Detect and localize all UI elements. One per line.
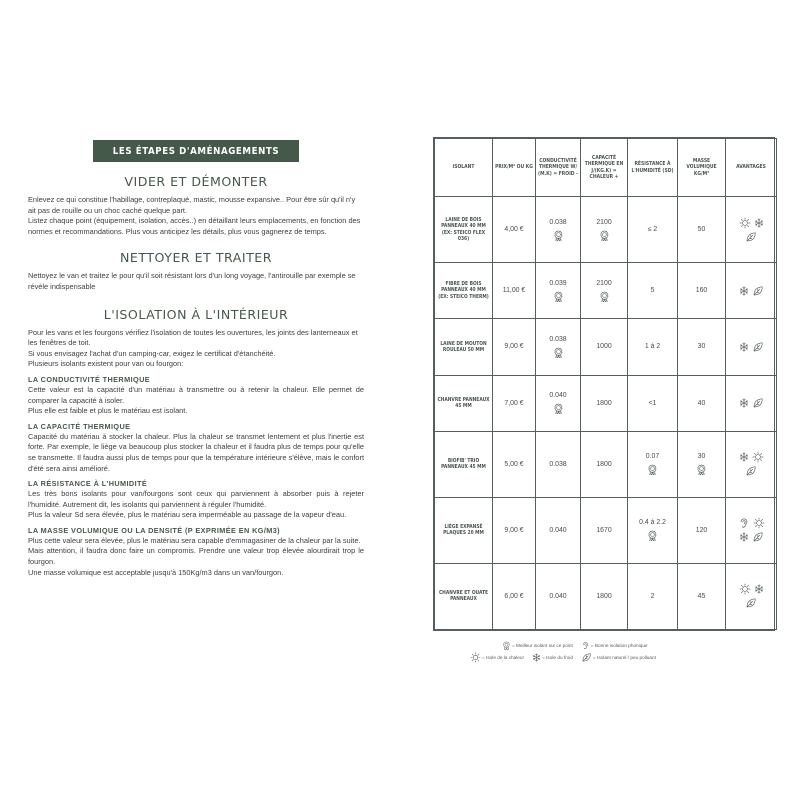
leaf-icon [581,652,592,663]
leaf-icon [752,285,764,297]
cell-avantages [726,563,777,629]
cell-avantages [726,263,777,319]
cell-name: BIOFIB' TRIO PANNEAUX 45 MM [435,431,493,497]
advantages-icons [736,397,766,409]
cell-cond: 0.038 [536,431,581,497]
legend-best [502,641,573,650]
medal-icon [502,641,511,650]
heading-isolation: L'ISOLATION À L'INTÉRIEUR [103,306,289,322]
snowflake-icon [739,452,749,462]
heading-vider: VIDER ET DÉMONTER [124,174,268,189]
table-body [435,197,777,630]
cell-cap: 1670 [581,497,628,563]
leaf-icon [745,597,757,609]
table-row [435,431,777,497]
leaf-icon [745,231,757,243]
cell-value-cap: 2100 [596,218,612,226]
cell-prix: 9,00 € [493,319,536,375]
table-row [435,319,777,375]
table-header-row [435,139,777,197]
cell-res: 1 à 2 [628,319,678,375]
legend-natural [581,652,656,663]
subheading-masse: LA MASSE VOLUMIQUE OU LA DENSITÉ (P EXPRIMÉE EN KG/M3) [28,525,281,535]
medal-icon [647,464,658,475]
snowflake-icon [739,342,749,352]
cell-cond: 0.040 [536,497,581,563]
cell-cap: 1800 [581,375,628,431]
cell-res: 5 [628,263,678,319]
cell-res [628,497,678,563]
cell-cond [536,375,581,431]
cell-value-masse: 30 [697,453,706,461]
snowflake-icon [739,286,749,296]
cell-avantages [726,197,777,263]
cell-prix: 11,00 € [493,263,536,319]
leaf-icon [752,341,764,353]
cell-value-res: 0.4 à 2.2 [639,519,666,527]
left-column [28,140,364,578]
cell-avantages [726,431,777,497]
legend-cold [532,653,573,662]
table-row [435,375,777,431]
cell-value-cond: 0.038 [549,218,567,226]
cell-cap: 1800 [581,431,628,497]
cell-avantages [726,375,777,431]
cell-masse: 45 [678,563,726,629]
cell-name: LIÈGE EXPANSÉ PLAQUES 20 MM [435,497,493,563]
snowflake-icon [532,653,541,662]
cell-cond [536,263,581,319]
subheading-resistance: LA RÉSISTANCE À L'HUMIDITÉ [28,479,148,489]
comparison-table [434,138,777,630]
header-avantages: AVANTAGES [726,139,777,197]
text-resistance: Les très bons isolants pour van/fourgons sont ceux qui parviennent à absorber puis à rejeter l'humidité. Autrement dit, les isolants qui parviennent à réguler l'humidité. Plus la valeur Sd sera élevée, plus le matériau sera imperméable au passage de la vapeur d'eau. [28,489,364,520]
cell-avantages [726,319,777,375]
table-row [435,563,777,629]
insulation-comparison-table [433,137,775,631]
cell-cond: 0.040 [536,563,581,629]
legend-best-label: = Meilleur isolant sur ce point [512,643,573,648]
medal-icon [599,291,610,302]
leaf-icon [752,397,764,409]
table-row [435,497,777,563]
cell-name: FIBRE DE BOIS PANNEAUX 40 MM (EX: STEICO THERM) [435,263,493,319]
legend-phonic-label: = Bonne isolation phonique [590,643,648,648]
cell-cap [581,263,628,319]
table-row [435,197,777,263]
text-vider: Enlevez ce qui constitue l'habillage, contreplaqué, mastic, mousse expansive.. Pour être sûr qu'il n'y ait pas de rouille ou un choc caché quelque part. Listez chaque point (équipement, isolation, accès..) en détaillant leurs emplacements, en fonction des normes et recommandations. Plus vous anticipez les détails, plus vous gagnerez de temps. [28,195,361,236]
cell-value-res: 0.07 [645,453,660,461]
leaf-icon [745,465,757,477]
snowflake-icon [739,532,749,542]
header-isolant: ISOLANT [435,139,493,197]
cell-cap: 1000 [581,319,628,375]
cell-value-cap: 2100 [596,279,612,287]
text-capacite: Capacité du matériau à stocker la chaleur. Plus la chaleur se transmet lentement et plus l'inertie est forte. Par exemple, le liège va beaucoup plus stocker la chaleur et il faudra plus de temps pour qu'elle se transmette. Il faudra aussi plus de temps pour que la température intérieure s'élève, mais le confort d'été sera ainsi amélioré. [28,431,364,473]
cell-value-cond: 0.038 [549,335,567,343]
sun-icon [739,583,751,595]
cell-masse: 120 [678,497,726,563]
medal-icon [553,403,564,414]
sun-icon [752,451,764,463]
table-row [435,263,777,319]
cell-masse [678,431,726,497]
cell-name: LAINE DE MOUTON ROULEAU 50 MM [435,319,493,375]
legend-cold-label: = Isole du froid [542,655,573,660]
text-masse: Plus cette valeur sera élevée, plus le matériau sera capable d'emmagasiner de la chaleur par la suite. Mais attention, il faudra donc faire un compromis. Prendre une valeur trop élevée alourdirait trop le fourgon. Une masse volumique est acceptable jusqu'à 150Kg/m3 dans un van/fourgon. [28,535,364,577]
medal-icon [553,230,564,241]
medal-icon [647,530,658,541]
cell-res: <1 [628,375,678,431]
advantages-icons [736,341,766,353]
subheading-conductivite: LA CONDUCTIVITÉ THERMIQUE [28,374,151,384]
cell-avantages [726,497,777,563]
cell-res: 2 [628,563,678,629]
cell-name: CHANVRE PANNEAUX 45 MM [435,375,493,431]
cell-cond [536,319,581,375]
cell-prix: 5,00 € [493,431,536,497]
medal-icon [599,230,610,241]
advantages-icons [736,217,766,243]
heading-nettoyer: NETTOYER ET TRAITER [120,250,272,266]
cell-prix: 4,00 € [493,197,536,263]
cell-res: ≤ 2 [628,197,678,263]
sun-icon [739,217,751,229]
table-legend [470,641,770,665]
text-isolation: Pour les vans et les fourgons vérifiez l'isolation de toutes les ouvertures, les joints des lanterneaux et les fenêtres de toit. Si vous envisagez l'achat d'un camping-car, exigez le certificat d'étanchéité. Plusieurs isolants existent pour van ou fourgon: [28,327,358,369]
cell-cap: 1800 [581,563,628,629]
cell-value-cond: 0.039 [549,279,567,287]
cell-cap [581,197,628,263]
medal-icon [553,291,564,302]
advantages-icons [736,517,766,543]
cell-name: CHANVRE ET OUATE PANNEAUX [435,563,493,629]
legend-heat [470,652,524,663]
advantages-icons [736,451,766,477]
legend-natural-label: = Isolant naturel / peu polluant [592,655,656,660]
header-resistance: RÉSISTANCE À L'HUMIDITÉ (SD) [628,139,678,197]
snowflake-icon [754,218,764,228]
cell-name: LAINE DE BOIS PANNEAUX 40 MM (EX: STEICO FLEX 036) [435,197,493,263]
text-conductivite: Cette valeur est la capacité d'un matériau à transmettre ou à retenir la chaleur. Elle permet de comparer la capacité à isoler. Plus elle est faible et plus le matériau est isolant. [28,384,364,416]
header-conductivite: CONDUCTIVITÉ THERMIQUE W/ (M.K) = FROID - [536,139,581,197]
header-masse: MASSE VOLUMIQUE KG/M³ [678,139,726,197]
section-banner: LES ÉTAPES D'AMÉNAGEMENTS [93,140,299,162]
text-nettoyer: Nettoyez le van et traitez le pour qu'il soit résistant lors d'un long voyage, l'antirouille par exemple se révèle indispensable [28,271,356,291]
snowflake-icon [739,398,749,408]
legend-heat-label: = Isole de la chaleur [482,655,525,660]
legend-phonic [581,641,648,650]
ear-icon [581,641,590,650]
snowflake-icon [754,584,764,594]
ear-icon [738,517,750,529]
cell-prix: 9,00 € [493,497,536,563]
medal-icon [696,464,707,475]
advantages-icons [736,285,766,297]
cell-prix: 6,00 € [493,563,536,629]
cell-prix: 7,00 € [493,375,536,431]
cell-masse: 30 [678,319,726,375]
header-capacite: CAPACITÉ THERMIQUE EN J/(KG.K) = CHALEUR + [581,139,628,197]
sun-icon [753,517,765,529]
header-prix: PRIX/M² OU KG [493,139,536,197]
cell-masse: 50 [678,197,726,263]
cell-value-cond: 0.040 [549,392,567,400]
cell-cond [536,197,581,263]
advantages-icons [736,583,766,609]
sun-icon [470,652,481,663]
cell-masse: 160 [678,263,726,319]
leaf-icon [752,531,764,543]
cell-masse: 40 [678,375,726,431]
subheading-capacite: LA CAPACITÉ THERMIQUE [28,421,131,431]
cell-res [628,431,678,497]
medal-icon [553,347,564,358]
